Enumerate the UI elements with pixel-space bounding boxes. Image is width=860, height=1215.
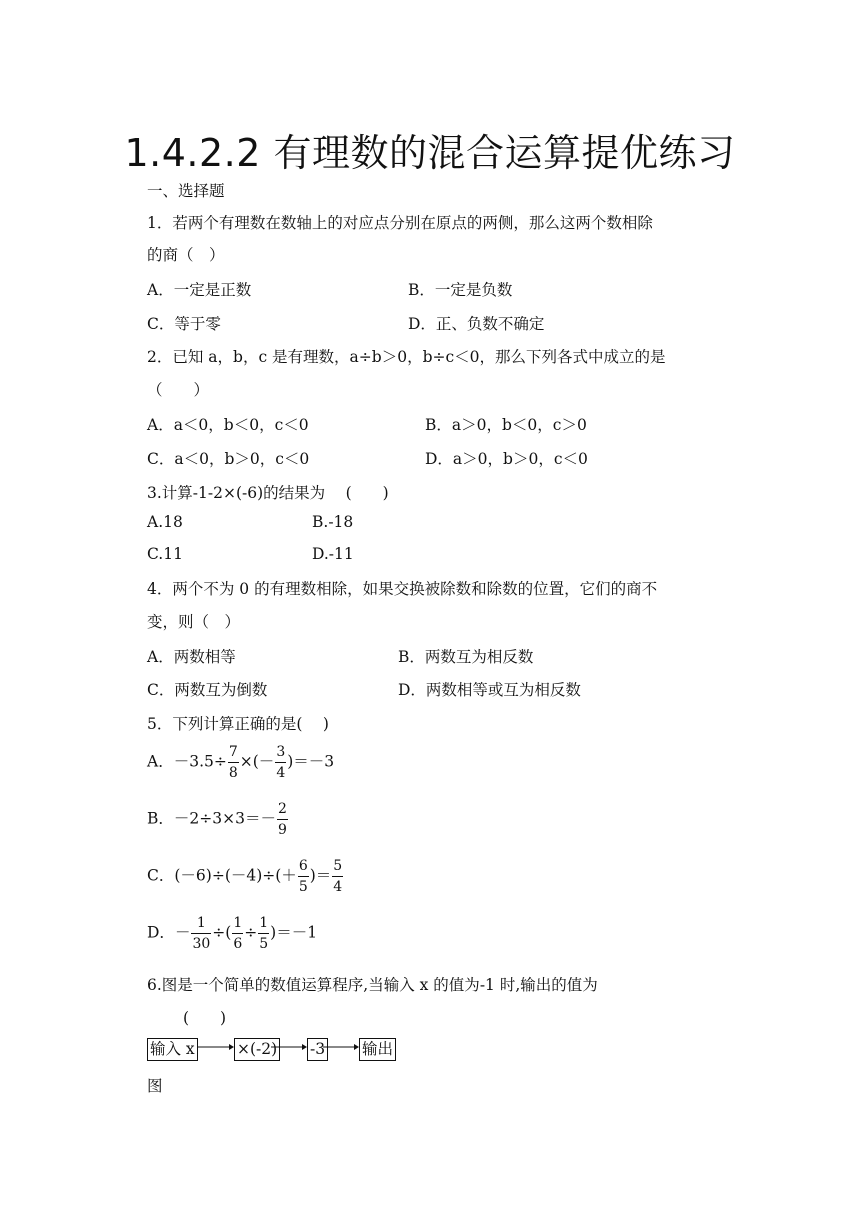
question-3-option-d: D.-11	[312, 545, 354, 563]
flow-box-subtract: -3	[307, 1038, 328, 1061]
expr-part: ×(－	[239, 752, 275, 771]
numerator: 7	[228, 745, 239, 763]
numerator: 1	[232, 916, 243, 934]
question-1-option-a: A．一定是正数	[147, 281, 252, 299]
fraction	[228, 745, 239, 780]
question-2-option-d: D．a＞0，b＞0，c＜0	[425, 450, 588, 468]
expr-part: －2÷3×3＝－	[173, 809, 276, 828]
question-3-option-a: A.18	[147, 513, 183, 531]
expr-part: －3.5÷	[173, 752, 227, 771]
flow-box-input: 输入 x	[147, 1038, 198, 1061]
fraction	[275, 745, 286, 780]
question-4-text-cont: 变，则（ ）	[147, 613, 241, 631]
fraction	[232, 916, 243, 951]
fraction	[298, 859, 309, 894]
expr-part: ÷(	[212, 923, 232, 942]
expr-part: －	[174, 923, 191, 942]
denominator: 6	[233, 936, 243, 952]
question-3-option-b: B.-18	[312, 513, 354, 531]
question-4-option-c: C．两数互为倒数	[147, 681, 268, 699]
numerator: 1	[258, 916, 269, 934]
arrow-icon	[198, 1038, 234, 1062]
denominator: 5	[298, 879, 308, 895]
question-4-option-d: D．两数相等或互为相反数	[398, 681, 581, 699]
expr-part: (－6)÷(－4)÷(＋	[174, 866, 297, 885]
numerator: 5	[332, 859, 343, 877]
page-title: 1.4.2.2 有理数的混合运算提优练习	[124, 131, 736, 175]
option-label: D．	[147, 923, 175, 942]
denominator: 4	[333, 879, 343, 895]
denominator: 5	[259, 936, 269, 952]
question-5-option-c	[147, 859, 344, 894]
denominator: 8	[228, 765, 238, 781]
question-2-option-c: C．a＜0，b＞0，c＜0	[147, 450, 310, 468]
fraction	[277, 802, 288, 837]
question-1-option-c: C．等于零	[147, 315, 221, 333]
numerator: 2	[277, 802, 288, 820]
question-5-option-a	[147, 745, 334, 780]
arrow-icon	[323, 1038, 359, 1062]
question-3-option-c: C.11	[147, 545, 183, 563]
numerator: 1	[191, 916, 211, 934]
expr-part: ÷	[244, 923, 258, 942]
question-5-option-d	[147, 916, 317, 951]
fraction	[332, 859, 343, 894]
numerator: 6	[298, 859, 309, 877]
question-3-text: 3.计算-1-2×(-6)的结果为 ( )	[147, 484, 389, 502]
numerator: 3	[275, 745, 286, 763]
fraction	[191, 916, 211, 951]
fraction	[258, 916, 269, 951]
question-2-option-a: A．a＜0，b＜0，c＜0	[147, 416, 309, 434]
question-4-text: 4．两个不为 0 的有理数相除，如果交换被除数和除数的位置，它们的商不	[147, 580, 658, 598]
question-2-text: 2．已知 a，b，c 是有理数，a÷b＞0，b÷c＜0，那么下列各式中成立的是	[147, 348, 666, 366]
option-label: A．	[147, 752, 174, 771]
option-label: B．	[147, 809, 174, 828]
option-label: C．	[147, 866, 175, 885]
question-1-text: 1．若两个有理数在数轴上的对应点分别在原点的两侧，那么这两个数相除	[147, 214, 653, 232]
flow-box-multiply: ×(-2)	[234, 1038, 280, 1061]
question-2-option-b: B．a＞0，b＜0，c＞0	[425, 416, 587, 434]
question-1-option-d: D．正、负数不确定	[408, 315, 545, 333]
question-4-option-a: A．两数相等	[147, 648, 236, 666]
question-1-option-b: B．一定是负数	[408, 281, 513, 299]
expr-part: )＝－1	[270, 923, 318, 942]
denominator: 9	[277, 822, 287, 838]
question-6-text-cont: ( )	[183, 1009, 227, 1027]
question-2-text-cont: （ ）	[147, 381, 210, 399]
question-6-text: 6.图是一个简单的数值运算程序,当输入 x 的值为-1 时,输出的值为	[147, 976, 598, 994]
expr-part: )＝－3	[287, 752, 335, 771]
question-4-option-b: B．两数互为相反数	[398, 648, 534, 666]
expr-part: )＝	[309, 866, 332, 885]
arrow-icon	[271, 1038, 307, 1062]
figure-caption: 图	[147, 1077, 163, 1095]
question-1-text-cont: 的商（ ）	[147, 246, 225, 264]
question-5-text: 5．下列计算正确的是( )	[147, 715, 329, 733]
question-5-option-b	[147, 802, 289, 837]
flow-box-output: 输出	[359, 1038, 396, 1061]
denominator: 4	[276, 765, 286, 781]
section-heading: 一、选择题	[147, 182, 225, 200]
denominator: 30	[192, 936, 211, 952]
